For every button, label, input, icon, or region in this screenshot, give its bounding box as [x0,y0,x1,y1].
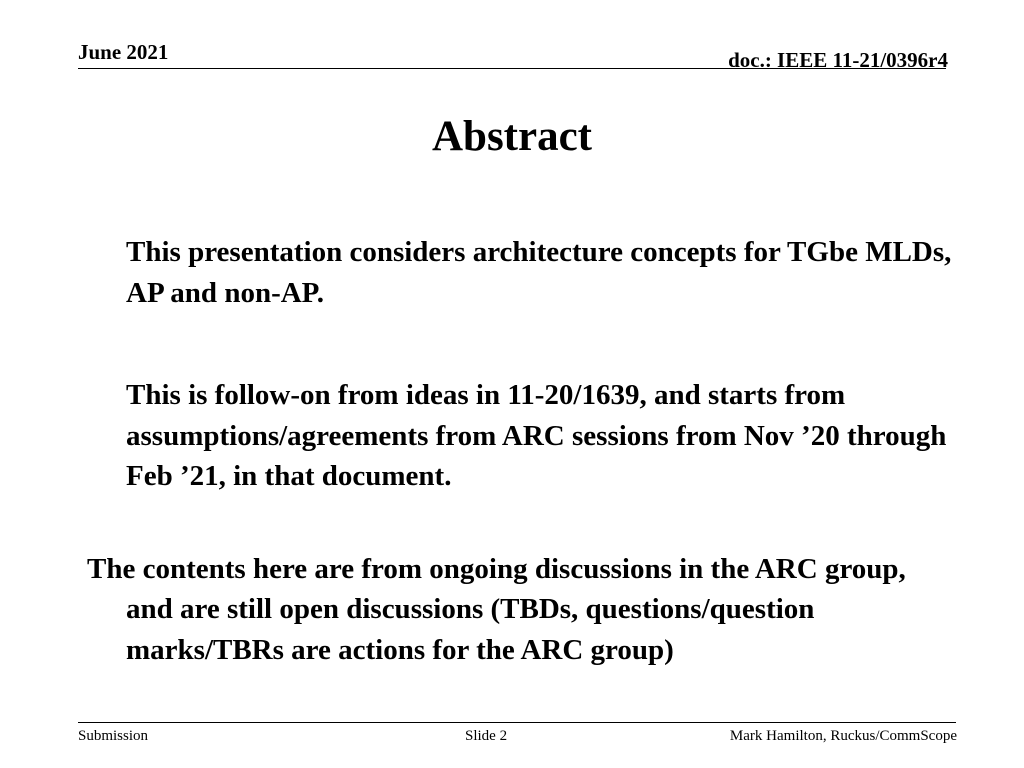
header-doc-id: doc.: IEEE 11-21/0396r4 [728,48,948,72]
footer-slide-number: Slide 2 [465,728,508,744]
paragraph-spacer [87,313,957,375]
abstract-paragraph-2: This is follow-on from ideas in 11-20/1639, and starts from assumptions/agreements from ARC sessions from Nov ’20 through Feb ’21, in that document. [126,379,947,492]
header-divider [78,68,946,69]
slide-body [87,232,957,670]
abstract-paragraph-3: The contents here are from ongoing discussions in the ARC group, and are still open discussions (TBDs, questions/question marks/TBRs are actions for the ARC group) [87,552,906,666]
footer-divider [78,722,956,723]
paragraph-spacer [87,497,957,549]
slide-title: Abstract [431,113,592,160]
abstract-paragraph-1: This presentation considers architecture concepts for TGbe MLDs, AP and non-AP. [126,236,952,309]
footer-submission: Submission [78,728,149,744]
footer-author: Mark Hamilton, Ruckus/CommScope [729,728,957,744]
header-date: June 2021 [78,40,169,64]
